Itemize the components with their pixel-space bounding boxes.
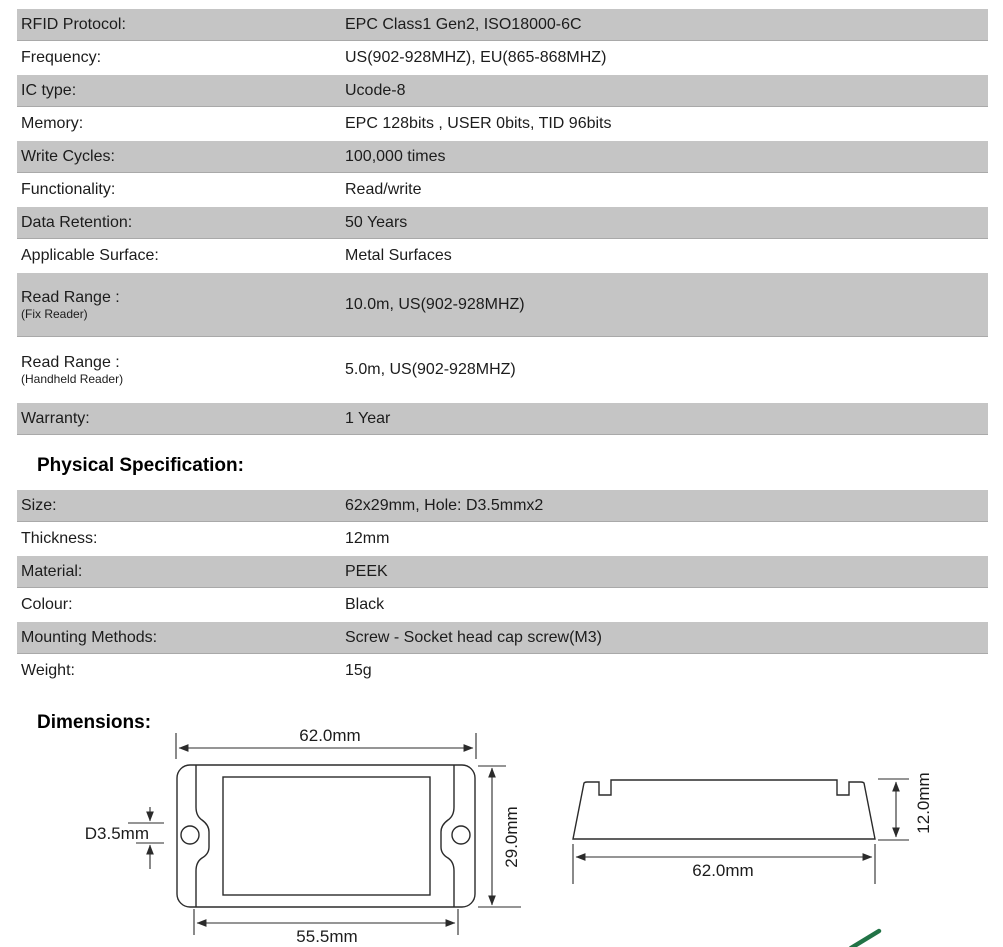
table-row: [17, 273, 988, 336]
row-label: Functionality:: [21, 181, 116, 198]
hole-diameter-label: D3.5mm: [84, 824, 149, 843]
row-label-cell: [17, 48, 345, 67]
row-label-cell: [17, 628, 345, 647]
physical-spec-table: [17, 490, 988, 686]
mounting-hole-right: [452, 826, 470, 844]
hole-diameter-callout: [85, 807, 164, 869]
front-height-dimension: [478, 766, 521, 907]
front-view-left-ear: [196, 765, 209, 907]
row-label: Data Retention:: [21, 214, 133, 231]
front-height-label: 29.0mm: [502, 806, 521, 868]
row-label: Warranty:: [21, 410, 90, 427]
table-row: [17, 108, 988, 139]
row-label-cell: [17, 114, 345, 133]
row-label: Frequency:: [21, 49, 102, 66]
row-value: 15g: [345, 661, 372, 679]
row-label-cell: [17, 180, 345, 199]
row-label: Write Cycles:: [21, 148, 115, 165]
table-row: [17, 523, 988, 554]
row-value: Ucode-8: [345, 81, 406, 99]
row-label-cell: [17, 562, 345, 581]
side-width-label: 62.0mm: [692, 861, 754, 880]
row-label-cell: [17, 661, 345, 680]
physical-spec-heading: Physical Specification:: [37, 455, 244, 476]
mounting-hole-left: [181, 826, 199, 844]
table-row: [17, 75, 988, 106]
table-row: [17, 490, 988, 521]
row-label: Material:: [21, 563, 83, 580]
row-label: Thickness:: [21, 530, 98, 547]
row-value: Black: [345, 595, 385, 613]
row-label: IC type:: [21, 82, 77, 99]
row-value: Metal Surfaces: [345, 246, 452, 264]
row-value: Read/write: [345, 180, 422, 198]
front-width-label: 62.0mm: [299, 726, 361, 745]
table-row: [17, 42, 988, 73]
row-value: 10.0m, US(902-928MHZ): [345, 295, 525, 313]
row-value: 50 Years: [345, 213, 408, 231]
row-label: Read Range :: [21, 354, 120, 371]
row-value: EPC 128bits , USER 0bits, TID 96bits: [345, 114, 612, 132]
row-value: 100,000 times: [345, 147, 446, 165]
row-label-cell: [17, 15, 345, 34]
table-row: [17, 240, 988, 271]
table-row: [17, 207, 988, 238]
row-value: Screw - Socket head cap screw(M3): [345, 628, 602, 646]
side-width-dimension: [573, 844, 875, 884]
row-sublabel: (Handheld Reader): [21, 372, 124, 386]
row-label-cell: [17, 595, 345, 614]
table-row: [17, 556, 988, 587]
row-label-cell: [17, 213, 345, 232]
front-width-dimension: [176, 726, 476, 759]
row-value: 1 Year: [345, 409, 391, 427]
row-label: Memory:: [21, 115, 84, 132]
table-row: [17, 589, 988, 620]
row-value: PEEK: [345, 562, 388, 580]
row-label: Size:: [21, 497, 57, 514]
table-row: [17, 174, 988, 205]
row-value: 5.0m, US(902-928MHZ): [345, 360, 516, 378]
dimension-drawings: [0, 695, 1003, 947]
side-view-outline: [573, 780, 875, 839]
side-thickness-label: 12.0mm: [914, 772, 933, 834]
row-sublabel: (Fix Reader): [21, 307, 88, 321]
front-mount-span-label: 55.5mm: [296, 927, 358, 946]
row-label-cell: [17, 81, 345, 100]
row-label: Weight:: [21, 662, 75, 679]
table-row: [17, 403, 988, 434]
front-view-drawing: [85, 726, 521, 946]
row-label-cell: [17, 529, 345, 548]
spec-sheet: [17, 0, 988, 735]
side-view-drawing: [573, 772, 933, 884]
table-row: [17, 338, 988, 401]
front-mount-span-dimension: [194, 909, 458, 946]
row-label-cell: [17, 147, 345, 166]
row-label-cell: [17, 288, 345, 321]
row-label: Applicable Surface:: [21, 247, 159, 264]
row-label: RFID Protocol:: [21, 16, 126, 33]
green-mark: [851, 931, 879, 947]
side-thickness-dimension: [878, 772, 933, 840]
row-value: 12mm: [345, 529, 390, 547]
row-value: 62x29mm, Hole: D3.5mmx2: [345, 496, 544, 514]
table-row: [17, 622, 988, 653]
rfid-spec-table: [17, 9, 988, 434]
table-row: [17, 9, 988, 40]
row-value: EPC Class1 Gen2, ISO18000-6C: [345, 15, 582, 33]
dimensions-heading: Dimensions:: [37, 712, 152, 733]
row-label: Colour:: [21, 596, 73, 613]
row-value: US(902-928MHZ), EU(865-868MHZ): [345, 48, 607, 66]
row-label-cell: [17, 246, 345, 265]
table-row: [17, 655, 988, 686]
row-label-cell: [17, 353, 345, 386]
row-label: Mounting Methods:: [21, 629, 158, 646]
row-label: Read Range :: [21, 289, 120, 306]
table-row: [17, 141, 988, 172]
row-label-cell: [17, 409, 345, 428]
front-view-inner-rect: [223, 777, 430, 895]
row-label-cell: [17, 496, 345, 515]
